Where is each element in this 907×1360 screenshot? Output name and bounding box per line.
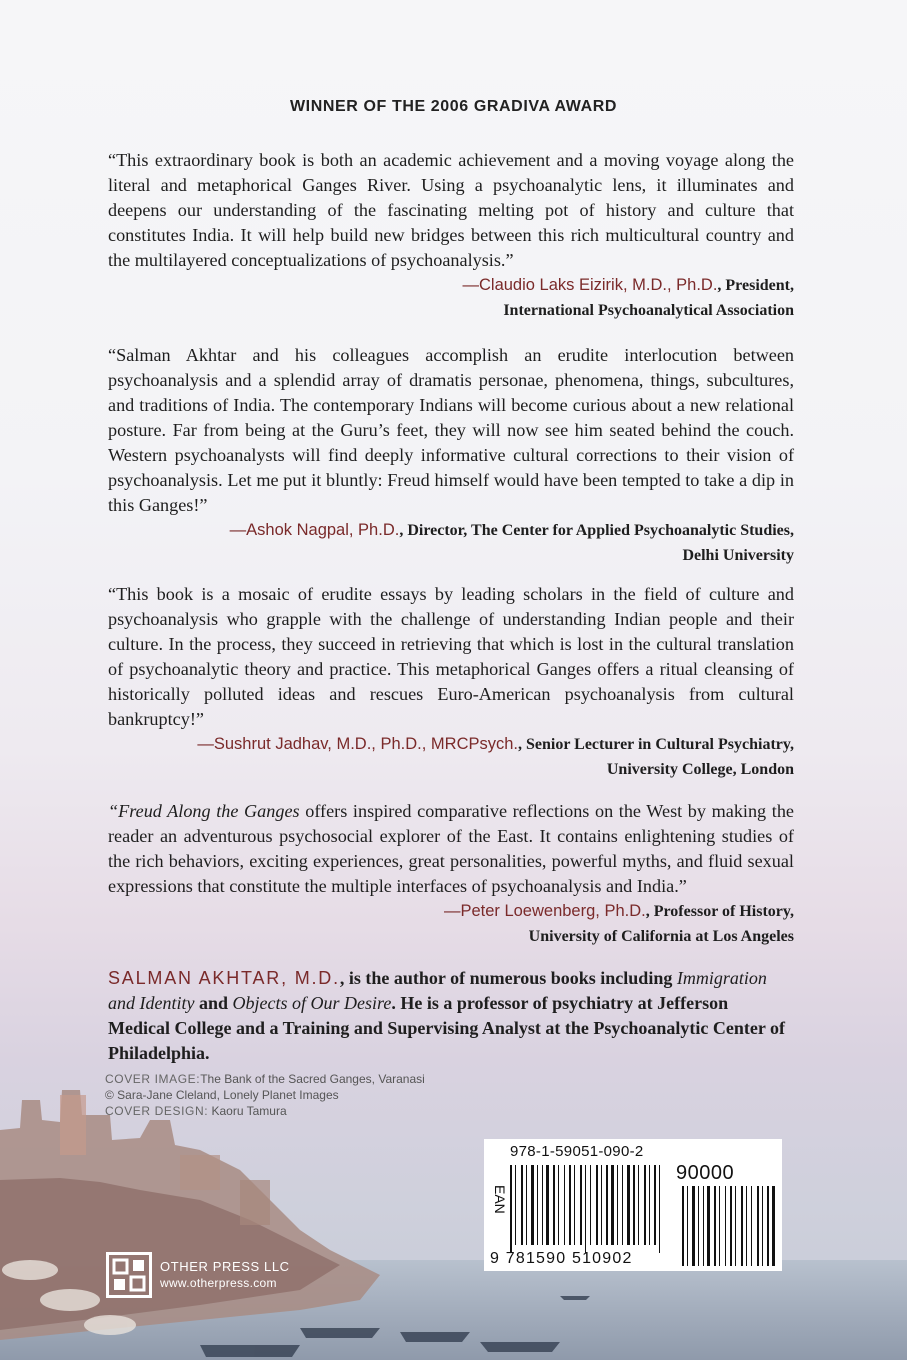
quote-affiliation: University College, London [606, 761, 794, 778]
quote-block-1 [108, 148, 794, 323]
quote-author: —Ashok Nagpal, Ph.D. [229, 521, 400, 539]
quote-affiliation: International Psychoanalytical Association [503, 302, 794, 319]
ean-label: EAN [492, 1185, 508, 1214]
publisher-logo [106, 1252, 290, 1298]
quote-attribution [108, 518, 794, 543]
quote-block-4 [108, 799, 794, 949]
quote-affiliation: University of California at Los Angeles [528, 928, 794, 945]
credit-label: COVER IMAGE: [105, 1072, 201, 1086]
quote-role: , Director, The Center for Applied Psychoanalytic Studies, [399, 522, 794, 539]
quote-block-2 [108, 343, 794, 568]
quote-role: , Senior Lecturer in Cultural Psychiatry, [518, 736, 794, 753]
quote-author: —Sushrut Jadhav, M.D., Ph.D., MRCPsych. [197, 735, 518, 753]
cover-credits [105, 1071, 425, 1119]
bio-book-title: Immigration and Identity [108, 968, 767, 1013]
publisher-text [160, 1258, 290, 1292]
book-title: “Freud Along the Ganges [108, 801, 300, 821]
quote-block-3 [108, 582, 794, 782]
price-code: 90000 [676, 1162, 735, 1184]
quote-text: “This extraordinary book is both an academic achievement and a moving voyage along the literal and metaphorical Ganges River. Using a psychoanalytic lens, it illuminates and deepens our understanding of the fascinating melting pot of history and culture that constitutes India. It will help build new bridges between this rich multicultural country and the multilayered conceptualizations of psychoanalysis.” [108, 150, 794, 270]
publisher-name: OTHER PRESS LLC [160, 1259, 290, 1274]
quote-author: —Claudio Laks Eizirik, M.D., Ph.D. [462, 276, 718, 294]
quote-text-body: offers inspired comparative reflections on the West by making the reader an adventurous psychosocial explorer of the East. It contains enlightening studies of the rich behaviors, exciting experiences, great personalities, powerful myths, and fluid sexual expressions that constitute the multiple interfaces of psychoanalysis and India.” [108, 801, 794, 896]
credit-value: Kaoru Tamura [208, 1104, 287, 1118]
copyright-credit: © Sara-Jane Cleland, Lonely Planet Images [105, 1088, 339, 1102]
cover-image-credit [105, 1071, 425, 1087]
award-banner: WINNER OF THE 2006 GRADIVA AWARD [289, 98, 618, 115]
bio-book-title: Objects of Our Desire [232, 993, 392, 1013]
isbn-text: 978-1-59051-090-2 [510, 1143, 644, 1160]
bio-author-name: SALMAN AKHTAR, M.D. [108, 968, 340, 988]
quote-attribution [108, 732, 794, 757]
quote-role: , President, [717, 277, 794, 294]
bio-part: . He is a professor of psychiatry at Jefferson Medical College and a Training and Supervising Analyst at the Psychoanalytic Center of Philadelphia. [108, 993, 786, 1063]
quote-role: , Professor of History, [645, 903, 794, 920]
quote-author: —Peter Loewenberg, Ph.D. [443, 902, 646, 920]
quote-attribution [108, 899, 794, 924]
author-bio [108, 966, 794, 1066]
quote-text: “Salman Akhtar and his colleagues accomplish an erudite interlocution between psychoanalysis and a splendid array of dramatis personae, phenomena, things, subcultures, and traditions of India. The contemporary Indians will become curious about a new relational posture. Far from being at the Guru’s feet, they will now see him seated behind the couch. Western psychoanalysts will find deeply informative cultural corrections to their vision of psychoanalysis. Let me put it bluntly: Freud himself would have been tempted to take a dip in this Ganges!” [108, 345, 794, 515]
bio-part: and [194, 993, 233, 1013]
quote-affiliation: Delhi University [682, 547, 794, 564]
cover-design-credit [105, 1103, 425, 1119]
credit-value: The Bank of the Sacred Ganges, Varanasi [200, 1072, 425, 1086]
bio-text [108, 966, 794, 1066]
quote-text [108, 799, 794, 899]
publisher-url: www.otherpress.com [160, 1276, 277, 1290]
quote-text: “This book is a mosaic of erudite essays by leading scholars in the field of culture and psychoanalysis who grapple with the challenge of understanding Indian people and their culture. In the process, they succeed in retrieving that which is lost in the cultural translation of psychoanalytic theory and practice. This metaphorical Ganges offers a ritual cleansing of historically polluted ideas and rescues Euro-American psychoanalysis from cultural bankruptcy!” [108, 584, 794, 729]
quote-attribution [108, 273, 794, 298]
publisher-emblem-icon [106, 1252, 152, 1298]
credit-label: COVER DESIGN: [105, 1104, 209, 1118]
bio-part: , is the author of numerous books including [339, 968, 677, 988]
barcode-digits: 9 781590 510902 [490, 1250, 633, 1267]
